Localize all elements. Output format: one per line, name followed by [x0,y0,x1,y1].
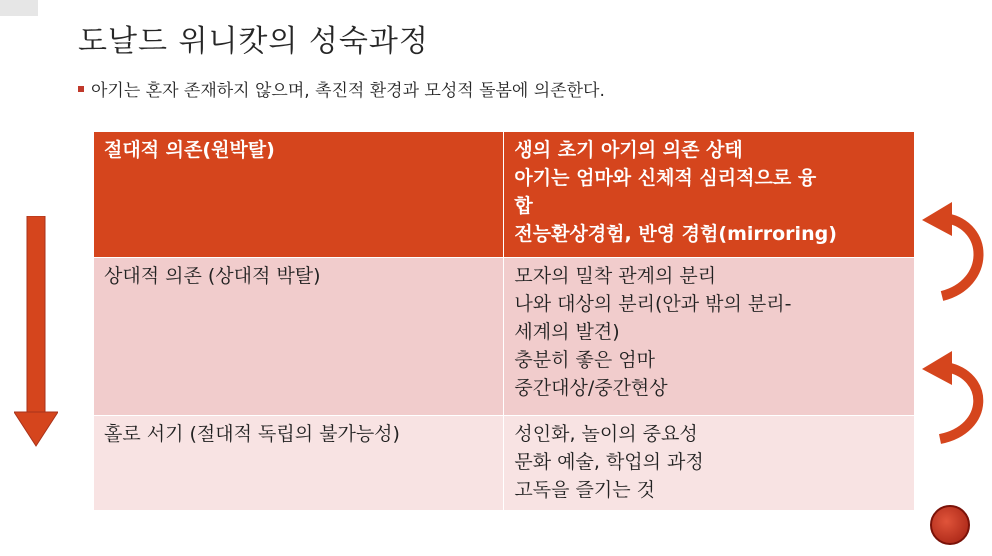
slide-title: 도날드 위니캇의 성숙과정 [78,24,429,59]
detail-cell [504,132,915,258]
detail-line: 전능환상경험, 반영 경험(mirroring) [514,223,837,245]
stage-label: 절대적 의존(원박탈) [104,139,275,161]
curved-return-arrow-icon [918,345,988,453]
detail-line: 세계의 발견) [514,321,620,343]
table-row [94,132,915,258]
table-row [94,416,915,511]
presentation-logo [930,505,970,545]
detail-cell [504,258,915,416]
bullet-square-icon [78,86,84,92]
detail-line: 나와 대상의 분리(안과 밖의 분리- [514,293,792,315]
window-corner-tab [0,0,38,16]
detail-line: 고독을 즐기는 것 [514,479,655,501]
stage-cell [94,416,504,511]
detail-line: 중간대상/중간현상 [514,377,668,399]
detail-cell [504,416,915,511]
stages-table [93,131,915,511]
bullet-text: 아기는 혼자 존재하지 않으며, 촉진적 환경과 모성적 돌봄에 의존한다. [91,81,605,101]
stage-cell [94,132,504,258]
detail-line: 아기는 엄마와 신체적 심리적으로 융 [514,167,817,189]
curved-return-arrow-icon [918,196,988,312]
stage-cell [94,258,504,416]
detail-line: 충분히 좋은 엄마 [514,349,655,371]
detail-line: 문화 예술, 학업의 과정 [514,451,704,473]
stage-label: 홀로 서기 (절대적 독립의 불가능성) [104,423,400,445]
bullet-item [78,76,605,101]
table-row [94,258,915,416]
detail-line: 생의 초기 아기의 의존 상태 [514,139,743,161]
detail-line: 성인화, 놀이의 중요성 [514,423,698,445]
stage-label: 상대적 의존 (상대적 박탈) [104,265,321,287]
down-arrow-icon [14,216,58,448]
detail-line: 모자의 밀착 관계의 분리 [514,265,717,287]
detail-line: 합 [514,195,533,217]
